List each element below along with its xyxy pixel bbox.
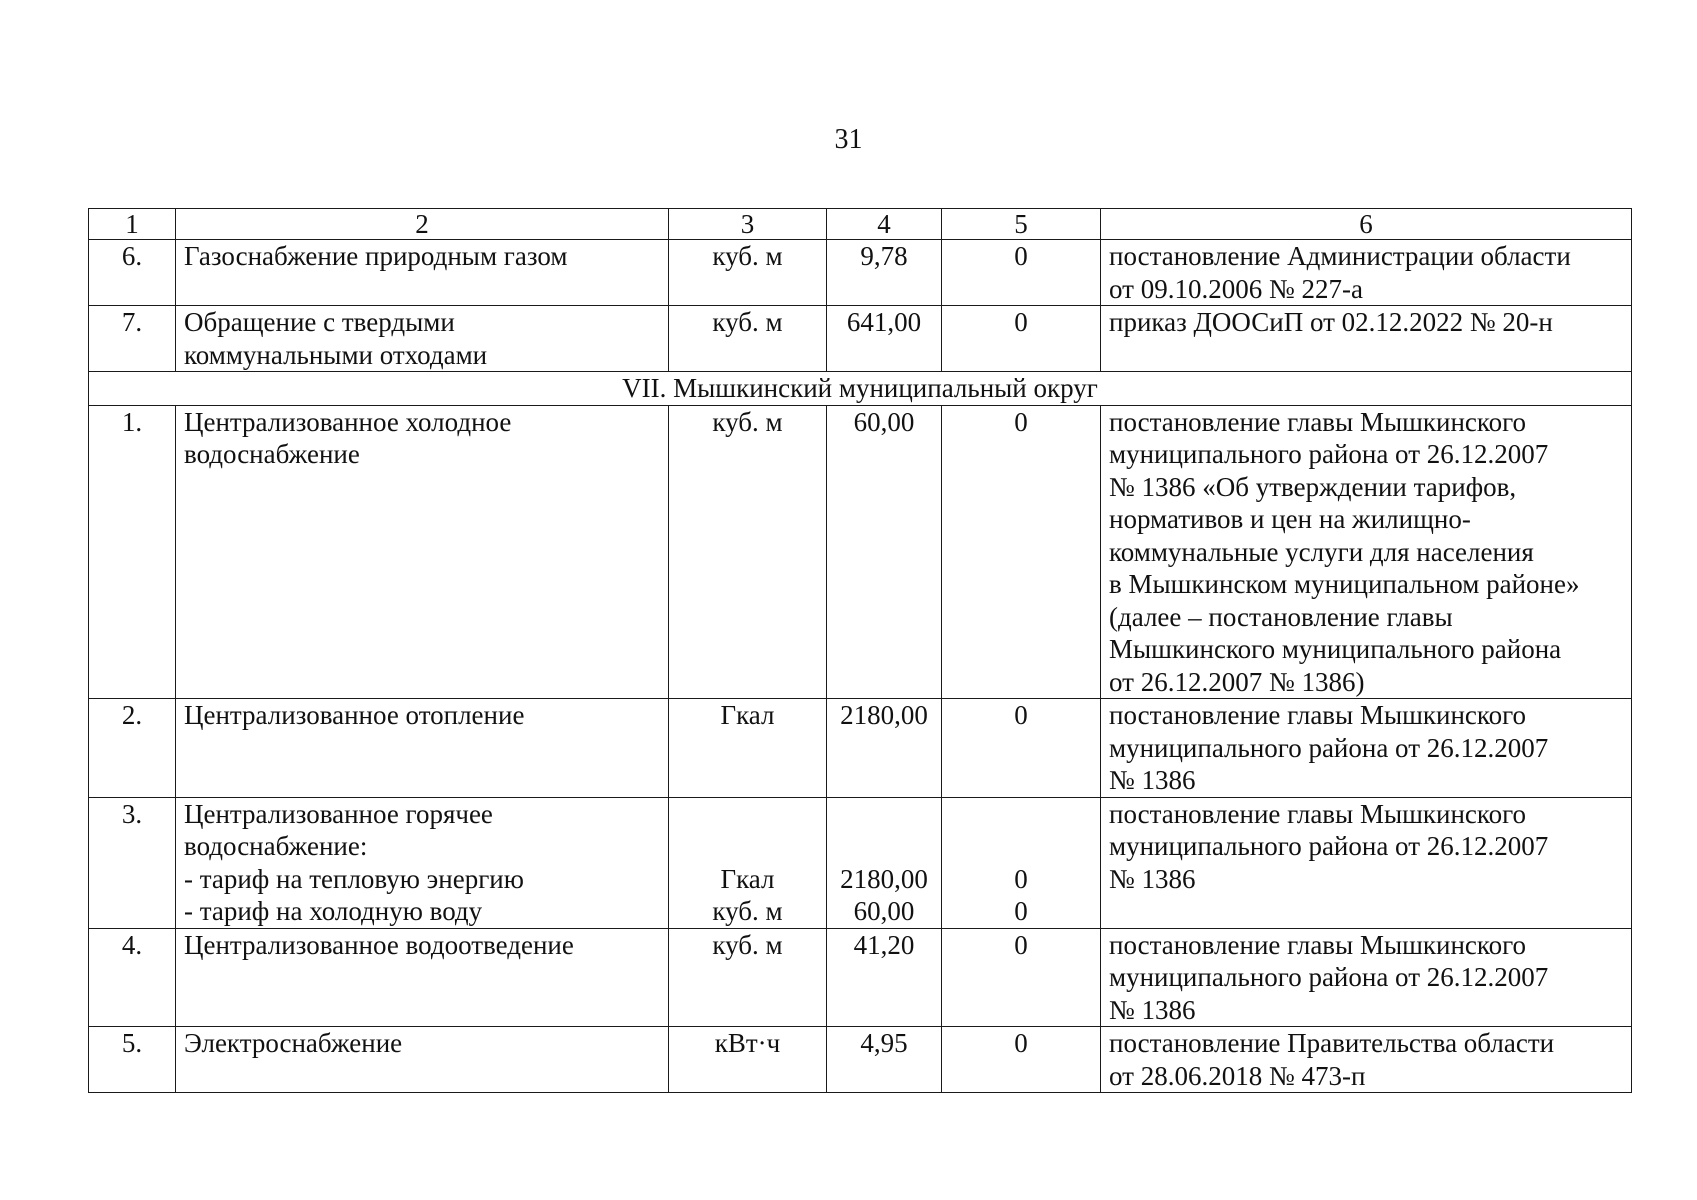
basis-line: от 09.10.2006 № 227-а (1109, 273, 1363, 304)
value-cell: 641,00 (827, 306, 942, 372)
service-name-line: Централизованное водоотведение (184, 929, 574, 960)
row-number: 1. (89, 405, 176, 699)
row-number: 7. (89, 306, 176, 372)
unit-cell: куб. м (669, 240, 827, 306)
table-row (89, 306, 1632, 372)
service-name-line: Обращение с твердыми (184, 307, 455, 337)
service-name-line: - тариф на тепловую энергию (184, 863, 524, 894)
value-cell (827, 797, 942, 928)
col5-cell: 0 (942, 1027, 1101, 1093)
unit-line: Гкал (720, 863, 775, 894)
service-name-line: водоснабжение (184, 439, 360, 469)
col5-line: 0 (1014, 896, 1028, 926)
page-number: 31 (834, 124, 863, 155)
basis-line: коммунальные услуги для населения (1109, 536, 1534, 567)
basis-cell (1101, 928, 1632, 1027)
header-cell: 1 (89, 209, 176, 240)
table-row (89, 1027, 1632, 1093)
basis-line: постановление Администрации области (1109, 241, 1571, 271)
value-cell: 4,95 (827, 1027, 942, 1093)
basis-line: постановление главы Мышкинского (1109, 406, 1527, 437)
service-name (176, 240, 669, 306)
service-name-line: водоснабжение: (184, 831, 368, 861)
basis-line: № 1386 (1109, 765, 1196, 795)
basis-cell (1101, 699, 1632, 798)
table-row (89, 405, 1632, 699)
unit-cell (669, 797, 827, 928)
basis-line: муниципального района от 26.12.2007 (1109, 439, 1549, 469)
col5-cell: 0 (942, 699, 1101, 798)
basis-line: муниципального района от 26.12.2007 (1109, 962, 1549, 992)
service-name (176, 699, 669, 798)
basis-line: (далее – постановление главы (1109, 601, 1453, 632)
basis-cell (1101, 797, 1632, 928)
service-name-line: коммунальными отходами (184, 339, 488, 370)
section-title: VII. Мышкинский муниципальный округ (89, 372, 1632, 406)
basis-line: № 1386 «Об утверждении тарифов, (1109, 471, 1517, 502)
row-number: 2. (89, 699, 176, 798)
value-cell: 9,78 (827, 240, 942, 306)
service-name (176, 928, 669, 1027)
col5-cell: 0 (942, 928, 1101, 1027)
section-row (89, 372, 1632, 406)
service-name (176, 797, 669, 928)
unit-cell: куб. м (669, 928, 827, 1027)
service-name-line: Электроснабжение (184, 1028, 403, 1058)
col5-cell: 0 (942, 306, 1101, 372)
basis-cell (1101, 240, 1632, 306)
service-name (176, 1027, 669, 1093)
row-number: 3. (89, 797, 176, 928)
table-row (89, 699, 1632, 798)
col5-cell: 0 (942, 405, 1101, 699)
basis-line: постановление главы Мышкинского (1109, 798, 1527, 829)
value-cell: 60,00 (827, 405, 942, 699)
unit-cell: кВт·ч (669, 1027, 827, 1093)
header-cell: 3 (669, 209, 827, 240)
header-cell: 5 (942, 209, 1101, 240)
value-cell: 2180,00 (827, 699, 942, 798)
header-cell: 4 (827, 209, 942, 240)
table-row (89, 928, 1632, 1027)
row-number: 6. (89, 240, 176, 306)
unit-cell: куб. м (669, 306, 827, 372)
row-number: 5. (89, 1027, 176, 1093)
tariff-table (88, 208, 1632, 1093)
basis-line: от 26.12.2007 № 1386) (1109, 666, 1365, 697)
service-name (176, 306, 669, 372)
basis-line: № 1386 (1109, 863, 1196, 894)
basis-line: № 1386 (1109, 994, 1196, 1025)
service-name-line: Централизованное горячее (184, 798, 493, 829)
basis-line: постановление главы Мышкинского (1109, 929, 1527, 960)
basis-cell (1101, 405, 1632, 699)
basis-line: муниципального района от 26.12.2007 (1109, 831, 1549, 861)
basis-line: постановление главы Мышкинского (1109, 700, 1527, 730)
value-line: 60,00 (853, 896, 915, 926)
basis-line: муниципального района от 26.12.2007 (1109, 732, 1549, 763)
basis-cell (1101, 1027, 1632, 1093)
service-name-line: Централизованное отопление (184, 700, 525, 730)
unit-line: куб. м (712, 896, 783, 926)
basis-line: постановление Правительства области (1109, 1028, 1555, 1058)
header-cell: 6 (1101, 209, 1632, 240)
col5-cell (942, 797, 1101, 928)
basis-line: Мышкинского муниципального района (1109, 634, 1562, 664)
col5-line: 0 (1014, 863, 1028, 894)
basis-line: нормативов и цен на жилищно- (1109, 504, 1471, 534)
col5-cell: 0 (942, 240, 1101, 306)
table-header-row (89, 209, 1632, 240)
table-row (89, 797, 1632, 928)
unit-cell: Гкал (669, 699, 827, 798)
service-name-line: Газоснабжение природным газом (184, 241, 568, 271)
service-name-line: - тариф на холодную воду (184, 896, 483, 926)
service-name-line: Централизованное холодное (184, 406, 512, 437)
basis-line: в Мышкинском муниципальном районе» (1109, 569, 1580, 599)
basis-line: приказ ДООСиП от 02.12.2022 № 20-н (1109, 307, 1553, 337)
basis-cell (1101, 306, 1632, 372)
header-cell: 2 (176, 209, 669, 240)
service-name (176, 405, 669, 699)
value-cell: 41,20 (827, 928, 942, 1027)
row-number: 4. (89, 928, 176, 1027)
unit-cell: куб. м (669, 405, 827, 699)
table-row (89, 240, 1632, 306)
basis-line: от 28.06.2018 № 473-п (1109, 1060, 1366, 1091)
value-line: 2180,00 (840, 863, 928, 894)
